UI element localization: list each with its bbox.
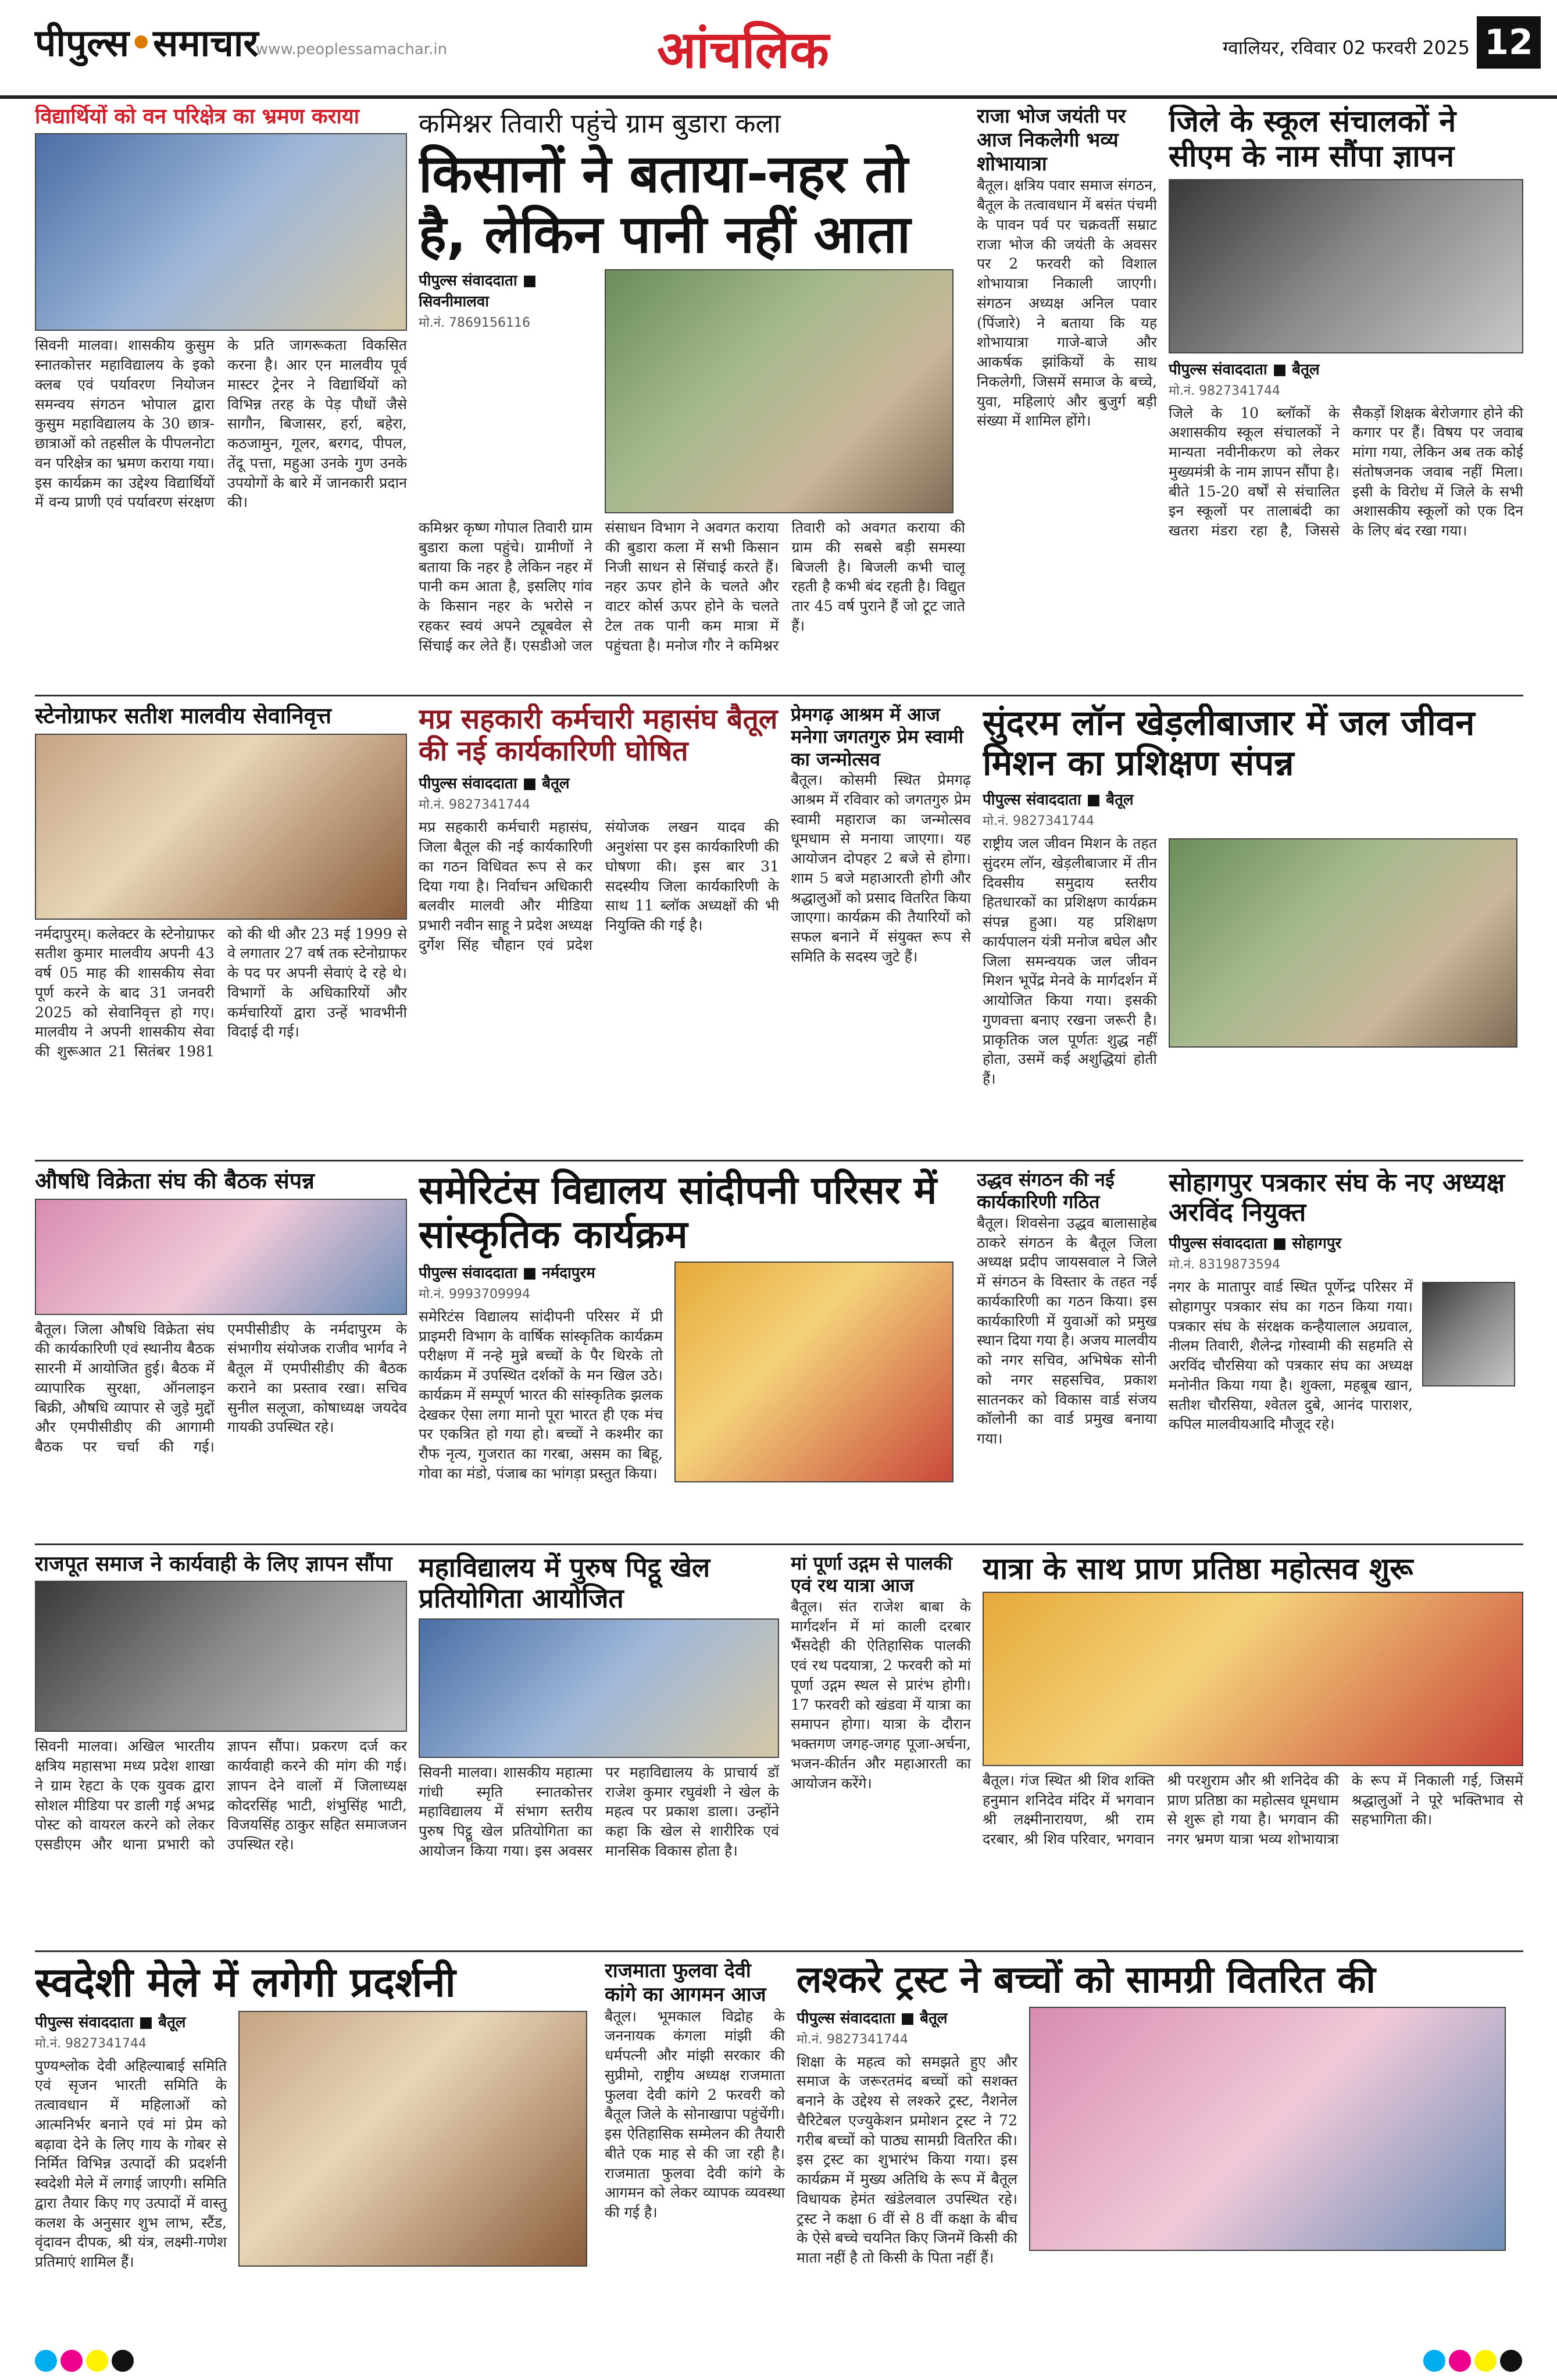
dateline: ग्वालियर, रविवार 02 फरवरी 2025 [1223, 37, 1470, 59]
article-body: सिवनी मालवा। अखिल भारतीय क्षत्रिय महासभा मध्य प्रदेश शाखा ने ग्राम रेहटा के एक युवक द्वारा सोशल मीडिया पर डाली गई अभद्र पोस्ट को वायरल करने को लेकर एसडीएम और थाना प्रभारी को ज्ञापन सौंपा। प्रकरण दर्ज कर कार्यवाही करने की मांग की गई। ज्ञापन देने वालों में जिलाध्यक्ष कोदरसिंह भाटी, शंभुसिंह भाटी, विजयसिंह ठाकुर सहित समाजजन उपस्थित रहे। [35, 1738, 407, 1853]
article-columns [419, 265, 965, 518]
headline: राजमाता फुलवा देवी कांगे का आगमन आज [605, 1959, 766, 2006]
article-pran-pratishtha [983, 1552, 1523, 1942]
mobile-number: मो.नं. 9827341744 [983, 814, 1095, 828]
brand-logo [35, 16, 259, 67]
row-divider [35, 1543, 1523, 1545]
black-mark [112, 2350, 134, 2372]
article-columns [419, 1257, 965, 1487]
article-swadeshi-fair [35, 1959, 593, 2337]
black-mark [1500, 2350, 1522, 2372]
article-chemists-meeting [35, 1168, 407, 1535]
photo-students-group [35, 133, 407, 331]
photo-students-distribution [1029, 2007, 1506, 2251]
mobile-number: मो.नं. 9993709994 [419, 1287, 531, 1302]
headline: सोहागपुर पत्रकार संघ के नए अध्यक्ष अरविंद नियुक्त [1169, 1168, 1505, 1227]
article-body: समेरिटंस विद्यालय सांदीपनी परिसर में प्री प्राइमरी विभाग के वार्षिक सांस्कृतिक कार्यक्रम परीक्षण में नन्हे मुन्ने बच्चों के पैर थिरके तो कार्यक्रम में उपस्थित दर्शकों के मन खिल उठे। कार्यक्रम में सम्पूर्ण भारत की सांस्कृतिक झलक देखकर ऐसा लगा मानो पूरा भारत ही एक मंच पर एकत्रित हो गया हो। बच्चों ने कश्मीर का रौफ नृत्य, गुजरात का गरबा, असम का बिहू, गोवा का मंडो, पंजाब का भांगड़ा प्रस्तुत किया। [419, 1307, 663, 1482]
article-press-club [1169, 1168, 1523, 1535]
text-column [419, 1257, 663, 1487]
row-divider [35, 1160, 1523, 1162]
article-body: पुण्यश्लोक देवी अहिल्याबाई समिति एवं सृजन भारती समिति के तत्वावधान में महिलाओं को आत्मनिर्भर बनाने एवं मां प्रेम को बढ़ावा देने के लिए गाय के गोबर से निर्मित विभिन्न उत्पादों की प्रदर्शनी स्वदेशी मेले में लगाई जाएगी। समिति द्वारा तैयार किए गए उत्पादों में वास्तु कलश के अनुसार शुभ लाभ, स्टैंड, वृंदावन दीपक, श्री यंत्र, लक्ष्मी-गणेश प्रतिमाएं शामिल हैं। [35, 2057, 227, 2270]
brand-tail: समाचार [153, 22, 259, 65]
headline: मप्र सहकारी कर्मचारी महासंघ बैतूल की नई कार्यकारिणी घोषित [419, 703, 778, 768]
headline: राजा भोज जयंती पर आज निकलेगी भव्य शोभायात्रा [977, 105, 1126, 176]
registration-marks-right [1423, 2350, 1522, 2372]
article-forest-tour [35, 105, 407, 686]
headline: यात्रा के साथ प्राण प्रतिष्ठा महोत्सव शुरू [983, 1552, 1413, 1586]
article-school-memo [1169, 105, 1523, 686]
mobile-number: मो.नं. 9827341744 [419, 798, 531, 813]
article-body: नर्मदापुरम्। कलेक्टर के स्टेनोग्राफर सतीश कुमार मालवीय अपनी 43 वर्ष 05 माह की शासकीय सेवा पूर्ण करने के बाद 31 जनवरी 2025 को सेवानिवृत्त हो गए। मालवीय ने अपनी शासकीय सेवा की शुरूआत 21 सितंबर 1981 को की थी और 23 मई 1999 से वे लगातार 27 वर्ष तक स्टेनोग्राफर के पद पर अपनी सेवाएं दे रहे थे। विभागों के अधिकारियों और कर्मचारियों द्वारा उन्हें भावभीनी विदाई दी गई। [35, 925, 407, 1060]
headline: प्रेमगढ़ आश्रम में आज मनेगा जगतगुरु प्रेम स्वामी का जन्मोत्सव [791, 703, 964, 770]
brand-separator: • [129, 22, 153, 65]
article-body: सिवनी मालवा। शासकीय महात्मा गांधी स्मृति स्नातकोत्तर महाविद्यालय में संभाग स्तरीय पुरुष पिट्ठू खेल प्रतियोगिता का आयोजन किया गया। इस अवसर पर महाविद्यालय के प्राचार्य डॉ राजेश कुमार रघुवंशी ने खेल के महत्व पर प्रकाश डाला। उन्होंने कहा कि खेल से शारीरिक एवं मानसिक विकास होता है। [419, 1763, 779, 1859]
headline: स्वदेशी मेले में लगेगी प्रदर्शनी [35, 1959, 456, 2006]
photo-products [238, 2011, 587, 2267]
byline: पीपुल्स संवाददाता ■ बैतूल [35, 2013, 186, 2031]
headline: महाविद्यालय में पुरुष पिट्ठू खेल प्रतियोगिता आयोजित [419, 1552, 710, 1614]
mobile-number: मो.नं. 9827341744 [1169, 383, 1281, 398]
row-divider [35, 1950, 1523, 1952]
photo-children-dance [674, 1262, 954, 1482]
row-divider [35, 695, 1523, 696]
article-body: बैतूल। संत राजेश बाबा के मार्गदर्शन में मां काली दरबार भैंसदेही की ऐतिहासिक पालकी एवं रथ पदयात्रा, 2 फरवरी को मां पूर्णा उद्गम स्थल से प्रारंभ होगी। 17 फरवरी को खंडवा में यात्रा का समापन होगा। यात्रा के दौरान भक्तगण जगह-जगह पूजा-अर्चना, भजन-कीर्तन और महाआरती का आयोजन करेंगे। [791, 1598, 971, 1792]
headline: उद्धव संगठन की नई कार्यकारिणी गठित [977, 1168, 1115, 1213]
byline: पीपुल्स संवाददाता ■ बैतूल [797, 2009, 948, 2027]
mobile-number: मो.नं. 8319873594 [1169, 1257, 1281, 1273]
kicker: कमिश्नर तिवारी पहुंचे ग्राम बुडारा कला [419, 108, 781, 139]
cyan-mark [35, 2350, 57, 2372]
article-body: बैतूल। जिला औषधि विक्रेता संघ की कार्यकारिणी एवं स्थानीय बैठक सारनी में आयोजित हुई। बैठक में व्यापारिक सुरक्षा, ऑनलाइन बिक्री, औषधि व्यापार से जुड़े मुद्दों और एमपीसीडीए की आगामी बैठक पर चर्चा की गई। एमपीसीडीए के नर्मदापुरम के संभागीय संयोजक राजीव भार्गव ने बैतूल में एमपीसीडीए की बैठक कराने का प्रस्ताव रखा। सचिव सुनील सलूजा, कोषाध्यक्ष जयदेव गायकी उपस्थित रहे। [35, 1320, 407, 1456]
photo-training-group [1169, 838, 1517, 1048]
article-raja-bhoj [977, 105, 1157, 686]
headline: किसानों ने बताया-नहर तो है, लेकिन पानी नहीं आता [419, 144, 911, 265]
mobile-number: मो.नं. 7869156116 [419, 316, 531, 330]
article-body: जिले के 10 ब्लॉकों के अशासकीय स्कूल संचालकों ने मान्यता नवीनीकरण को लेकर मुख्यमंत्री के नाम ज्ञापन सौंपा है। बीते 15-20 वर्षों से संचालित इन स्कूलों पर तालाबंदी का खतरा मंडरा रहा है, जिससे सैकड़ों शिक्षक बेरोजगार होने की कगार पर हैं। विषय पर जवाब मांगा गया, लेकिन अब तक कोई संतोषजनक जवाब नहीं मिला। इसी के विरोध में जिले के सभी अशासकीय स्कूलों को एक दिन के लिए बंद रखा गया। [1169, 404, 1523, 539]
yellow-mark [1474, 2350, 1497, 2372]
registration-marks-left [35, 2350, 134, 2372]
yellow-mark [86, 2350, 108, 2372]
headline: राजपूत समाज ने कार्यवाही के लिए ज्ञापन सौंपा [35, 1552, 392, 1576]
website-url[interactable]: www.peoplessamachar.in [256, 41, 448, 58]
headline: विद्यार्थियों को वन परिक्षेत्र का भ्रमण कराया [35, 105, 359, 128]
photo-portrait [1422, 1282, 1515, 1386]
article-body: बैतूल। भूमकाल विद्रोह के जननायक कंगला मांझी की धर्मपत्नी और मांझी सरकार की सुप्रीमो, राष्ट्रीय अध्यक्ष राजमाता फुलवा देवी कांगे 2 फरवरी को बैतूल जिले के सोनाखापा पहुंचेंगी। इस ऐतिहासिक सम्मेलन की तैयारी बीते एक माह से की जा रही है। राजमाता फुलवा देवी कांगे के आगमन को लेकर व्यापक व्यवस्था की गई है। [605, 2007, 785, 2221]
article-body: मप्र सहकारी कर्मचारी महासंघ, जिला बैतूल की नई कार्यकारिणी का गठन विधिवत रूप से कर दिया गया है। निर्वाचन अधिकारी बलवीर मालवी और मीडिया प्रभारी नवीन साहू ने प्रदेश अध्यक्ष दुर्गेश सिंह चौहान एवं प्रदेश संयोजक लखन यादव की अनुशंसा पर इस कार्यकारिणी की घोषणा की। इस बार 31 सदस्यीय जिला कार्यकारिणी के साथ 11 ब्लॉक अध्यक्षों की भी नियुक्ति की गई है। [419, 819, 779, 953]
magenta-mark [1449, 2350, 1471, 2372]
photo-procession [983, 1592, 1523, 1766]
article-rajmata-visit [605, 1959, 785, 2337]
section-title: आंचलिक [657, 19, 829, 80]
headline: जिले के स्कूल संचालकों ने सीएम के नाम सौंपा ज्ञापन [1169, 105, 1456, 174]
photo-players [419, 1618, 779, 1758]
article-body: बैतूल। क्षत्रिय पवार समाज संगठन, बैतूल के तत्वावधान में बसंत पंचमी के पावन पर्व पर चक्रवर्ती सम्राट राजा भोज की जयंती के अवसर पर 2 फरवरी को विशाल शोभायात्रा निकाली जाएगी। संगठन अध्यक्ष अनिल पवार (पिंजारे) ने बताया कि यह शोभायात्रा गाजे-बाजे और आकर्षक झांकियों के साथ निकलेगी, जिसमें समाज के बच्चे, युवा, महिलाएं और बुजुर्ग बड़ी संख्या में शामिल होंगे। [977, 177, 1157, 430]
article-body: राष्ट्रीय जल जीवन मिशन के तहत सुंदरम लॉन, खेड़लीबाजार में तीन दिवसीय समुदाय स्तरीय हितधारकों का प्रशिक्षण कार्यक्रम संपन्न हुआ। यह प्रशिक्षण कार्यपालन यंत्री मनोज बघेल और जिला समन्वयक जल जीवन मिशन भूपेंद्र मेनवे के मार्गदर्शन में आयोजित किया गया। इसकी गुणवत्ता बनाए रखना जरूरी है। प्राकृतिक जल पूर्णतः शुद्ध नहीं होता, उसमें कई अशुद्धियां होती हैं। [983, 835, 1157, 1087]
article-body: बैतूल। कोसमी स्थित प्रेमगढ़ आश्रम में रविवार को जगतगुरु प्रेम स्वामी महाराज का जन्मोत्सव धूमधाम से मनाया जाएगा। यह आयोजन दोपहर 2 बजे से होगा। शाम 5 बजे महाआरती होगी और श्रद्धालुओं को प्रसाद वितरित किया जाएगा। कार्यक्रम की तैयारियों को सफल बनाने में संयुक्त रूप से समिति के सदस्य जुटे हैं। [791, 771, 971, 965]
article-body: बैतूल। शिवसेना उद्धव बालासाहेब ठाकरे संगठन के बैतूल जिला अध्यक्ष प्रदीप जायसवाल ने जिले में संगठन के विस्तार के तहत नई कार्यकारिणी का गठन किया। इस कार्यकारिणी में युवाओं को प्रमुख स्थान दिया गया है। अजय मालवीय को नगर सचिव, अभिषेक सोनी को नगर सहसचिव, प्रकाश सातनकर को विकास वार्ड संजय कॉलोनी का वार्ड प्रमुख बनाया गया। [977, 1214, 1157, 1448]
headline: समेरिटंस विद्यालय सांदीपनी परिसर में सांस्कृतिक कार्यक्रम [419, 1168, 937, 1257]
article-cultural-program [419, 1168, 965, 1535]
meta-column [419, 265, 593, 518]
mobile-number: मो.नं. 9827341744 [35, 2036, 147, 2051]
photo-school-operators [1169, 179, 1523, 353]
article-farmers-canal [419, 105, 965, 686]
article-jal-jeevan [983, 703, 1523, 1151]
article-body: शिक्षा के महत्व को समझते हुए और समाज के जरूरतमंद बच्चों को सशक्त बनाने के उद्देश्य से लश्करे ट्रस्ट, नैशनेल चैरिटेबल एज्युकेशन प्रमोशन ट्रस्ट ने 72 गरीब बच्चों को पाठ्य सामग्री वितरित की। इस ट्रस्ट का शुभारंभ किया गया। इस कार्यक्रम में मुख्य अतिथि के रूप में बैतूल विधायक हेमंत खंडेलवाल उपस्थित रहे। ट्रस्ट ने कक्षा 6 वीं से 8 वीं कक्षा के बीच के ऐसे बच्चे चयनित किए जिनमें किसी की माता नहीं है तो किसी के पिता नहीं हैं। [797, 2053, 1017, 2267]
byline: पीपुल्स संवाददाता ■ बैतूल [419, 775, 570, 793]
article-lashkare-trust [797, 1959, 1523, 2337]
article-body: कमिश्नर कृष्ण गोपाल तिवारी ग्राम बुडारा कला पहुंचे। ग्रामीणों ने बताया कि नहर है लेकिन नहर में पानी कम आता है, इसलिए गांव के किसान नहर के भरोसे न रहकर स्वयं अपने ट्यूबवेल से सिंचाई कर लेते हैं। एसडीओ जल संसाधन विभाग ने अवगत कराया की बुडारा कला में सभी किसान निजी साधन से सिंचाई करते हैं। नहर ऊपर होने के चलते और वाटर कोर्स ऊपर होने के चलते टेल तक पानी कम मात्रा में पहुंचता है। मनोज गौर ने कमिश्नर तिवारी को अवगत कराया की ग्राम की सबसे बड़ी समस्या बिजली है। बिजली कभी चालू रहती है कभी बंद रहती है। विद्युत तार 45 वर्ष पुराने हैं जो टूट जाते हैं। [419, 519, 965, 654]
byline: पीपुल्स संवाददाता ■ बैतूल [983, 791, 1134, 809]
article-rajput-memo [35, 1552, 407, 1942]
article-body: सिवनी मालवा। शासकीय कुसुम स्नातकोत्तर महाविद्यालय के इको क्लब एवं पर्यावरण नियोजन समन्वय संगठन भोपाल द्वारा कुसुम महाविद्यालय के 30 छात्र-छात्राओं को तहसील के पीपलनोटा वन परिक्षेत्र का भ्रमण कराया गया। इस कार्यक्रम का उद्देश्य विद्यार्थियों में वन्य प्राणी एवं पर्यावरण संरक्षण के प्रति जागरूकता विकसित करना है। आर एन मालवीय पूर्व मास्टर ट्रेनर ने विद्यार्थियों को विभिन्न तरह के पेड़ पौधों जैसे सागौन, बिजासर, हर्रा, बहेरा, कठजामुन, गूलर, बरगद, पीपल, तेंदू पत्ता, महुआ उनके गुण उनके उपयोगों के बारे में जानकारी प्रदान की। [35, 337, 407, 511]
page-number: 12 [1477, 16, 1541, 69]
article-columns [797, 2002, 1523, 2268]
article-stenographer [35, 703, 407, 1151]
article-columns [1169, 1277, 1523, 1434]
magenta-mark [60, 2350, 83, 2372]
text-column [35, 2006, 227, 2272]
article-columns [35, 2006, 593, 2272]
headline: औषधि विक्रेता संघ की बैठक संपन्न [35, 1168, 315, 1193]
headline: मां पूर्णा उद्गम से पालकी एवं रथ यात्रा आज [791, 1552, 952, 1597]
article-body: बैतूल। गंज स्थित श्री शिव शक्ति हनुमान शनिदेव मंदिर में भगवान श्री लक्ष्मीनारायण, श्री राम दरबार, श्री शिव परिवार, भगवान श्री परशुराम और श्री शनिदेव की प्राण प्रतिष्ठा का महोत्सव धूमधाम से शुरू हो गया है। भगवान की नगर भ्रमण यात्रा भव्य शोभायात्रा के रूप में निकाली गई, जिसमें श्रद्धालुओं ने पूरे भक्तिभाव से सहभागिता की। [983, 1771, 1523, 1848]
byline: पीपुल्स संवाददाता ■ नर्मदापुरम [419, 1264, 595, 1282]
article-cooperative-union [419, 703, 779, 1151]
article-palki-yatra [791, 1552, 971, 1942]
article-premgarh-ashram [791, 703, 971, 1151]
photo-crowd [35, 1581, 407, 1732]
headline: स्टेनोग्राफर सतीश मालवीय सेवानिवृत्त [35, 703, 332, 728]
headline: लश्करे ट्रस्ट ने बच्चों को सामग्री वितरित की [797, 1959, 1376, 2002]
byline: पीपुल्स संवाददाता ■ सोहागपुर [1169, 1235, 1342, 1253]
article-uddhav-committee [977, 1168, 1157, 1535]
article-columns [983, 834, 1523, 1089]
mobile-number: मो.नं. 9827341744 [797, 2032, 909, 2047]
masthead [0, 0, 1557, 99]
byline: पीपुल्स संवाददाता ■ सिवनीमालवा [419, 272, 537, 310]
text-column [797, 2002, 1017, 2268]
photo-commissioner-field [605, 269, 954, 513]
article-pittu-game [419, 1552, 779, 1942]
article-body: नगर के मातापुर वार्ड स्थित पूर्णेन्द्र परिसर में सोहागपुर पत्रकार संघ का गठन किया गया। पत्रकार संघ के संरक्षक कन्हैयालाल अग्रवाल, नीलम तिवारी, शैलेन्द्र गोस्वामी की सहमति से अरविंद चौरसिया को पत्रकार संघ का अध्यक्ष मनोनीत किया गया है। शुक्ला, महबूब खान, सतीश चौरसिया, श्वेतल दुबे, आनंद पाराशर, कपिल मालवीयआदि मौजूद रहे। [1169, 1278, 1413, 1433]
cyan-mark [1423, 2350, 1445, 2372]
photo-farewell [35, 734, 407, 920]
headline: सुंदरम लॉन खेड़लीबाजार में जल जीवन मिशन का प्रशिक्षण संपन्न [983, 703, 1475, 784]
brand-main: पीपुल्स [35, 22, 130, 65]
photo-meeting [35, 1199, 407, 1315]
byline: पीपुल्स संवाददाता ■ बैतूल [1169, 360, 1320, 378]
